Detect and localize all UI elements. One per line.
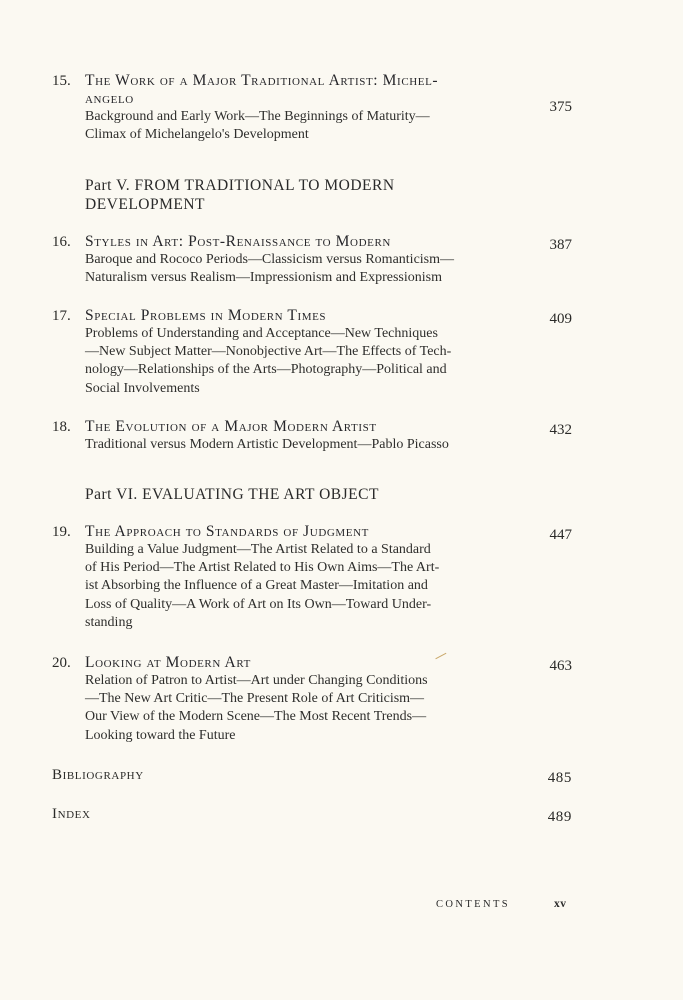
chapter-description-line: Relation of Patron to Artist—Art under Changing Conditions [85, 673, 428, 688]
chapter-description-line: Climax of Michelangelo's Development [85, 127, 309, 143]
chapter-number: 17. [52, 308, 71, 324]
toc-entry-chapter-16 [52, 233, 572, 287]
chapter-description-line: Baroque and Rococo Periods—Classicism versus Romanticism— [85, 252, 455, 267]
toc-entry-chapter-18 [52, 418, 572, 454]
part-heading-v [85, 176, 515, 214]
part-heading-vi [85, 485, 515, 504]
chapter-description-line: ist Absorbing the Influence of a Great Master—Imitation and [85, 578, 428, 594]
footer-page-number: xv [554, 898, 567, 910]
chapter-description-line: Background and Early Work—The Beginnings of Maturity— [85, 109, 430, 124]
part-heading-line: DEVELOPMENT [85, 196, 206, 213]
chapter-number: 15. [52, 73, 71, 89]
chapter-title: The Evolution of a Major Modern Artist [85, 418, 377, 435]
chapter-title-continued: angelo [85, 90, 134, 107]
toc-entry-index [52, 805, 572, 823]
back-matter-page-number: 489 [547, 809, 572, 825]
part-heading-line: Part V. FROM TRADITIONAL TO MODERN [85, 177, 395, 194]
running-footer [436, 899, 576, 910]
chapter-page-number: 447 [549, 527, 572, 543]
toc-entry-bibliography [52, 766, 572, 784]
chapter-description-line: Naturalism versus Realism—Impressionism and Expressionism [85, 270, 442, 286]
chapter-description-line: Problems of Understanding and Acceptance—New Techniques [85, 326, 438, 341]
chapter-title: Special Problems in Modern Times [85, 307, 327, 324]
chapter-page-number: 463 [549, 658, 572, 674]
chapter-page-number: 375 [549, 99, 572, 115]
chapter-description-line: of His Period—The Artist Related to His Own Aims—The Art- [85, 560, 440, 576]
chapter-page-number: 432 [549, 422, 572, 438]
back-matter-page-number: 485 [547, 770, 572, 786]
chapter-description-line: Loss of Quality—A Work of Art on Its Own—Toward Under- [85, 596, 432, 612]
chapter-description-line: Building a Value Judgment—The Artist Related to a Standard [85, 542, 431, 557]
chapter-number: 19. [52, 524, 71, 540]
chapter-description-line: standing [85, 614, 133, 630]
chapter-number: 20. [52, 655, 71, 671]
chapter-number: 16. [52, 234, 71, 250]
toc-entry-chapter-17 [52, 307, 572, 398]
chapter-page-number: 409 [549, 311, 572, 327]
chapter-description-line: Social Involvements [85, 380, 200, 396]
chapter-title: The Work of a Major Traditional Artist: Michel- [85, 72, 439, 89]
chapter-title: The Approach to Standards of Judgment [85, 523, 369, 540]
chapter-title: Styles in Art: Post-Renaissance to Modern [85, 233, 391, 250]
chapter-description-line: Traditional versus Modern Artistic Development—Pablo Picasso [85, 437, 449, 452]
chapter-description-line: Our View of the Modern Scene—The Most Recent Trends— [85, 709, 427, 725]
chapter-description-line: nology—Relationships of the Arts—Photography—Political and [85, 362, 447, 378]
toc-entry-chapter-15 [52, 72, 572, 144]
chapter-title: Looking at Modern Art [85, 654, 251, 671]
chapter-page-number: 387 [549, 237, 572, 253]
chapter-description-line: —New Subject Matter—Nonobjective Art—The Effects of Tech- [85, 344, 452, 360]
back-matter-label: Index [52, 806, 91, 822]
part-heading-line: Part VI. EVALUATING THE ART OBJECT [85, 486, 379, 503]
toc-entry-chapter-20 [52, 654, 572, 745]
chapter-description-line: —The New Art Critic—The Present Role of Art Criticism— [85, 691, 425, 707]
chapter-number: 18. [52, 419, 71, 435]
toc-entry-chapter-19 [52, 523, 572, 632]
footer-label: CONTENTS [436, 899, 511, 910]
back-matter-label: Bibliography [52, 767, 144, 783]
chapter-description-line: Looking toward the Future [85, 727, 236, 743]
